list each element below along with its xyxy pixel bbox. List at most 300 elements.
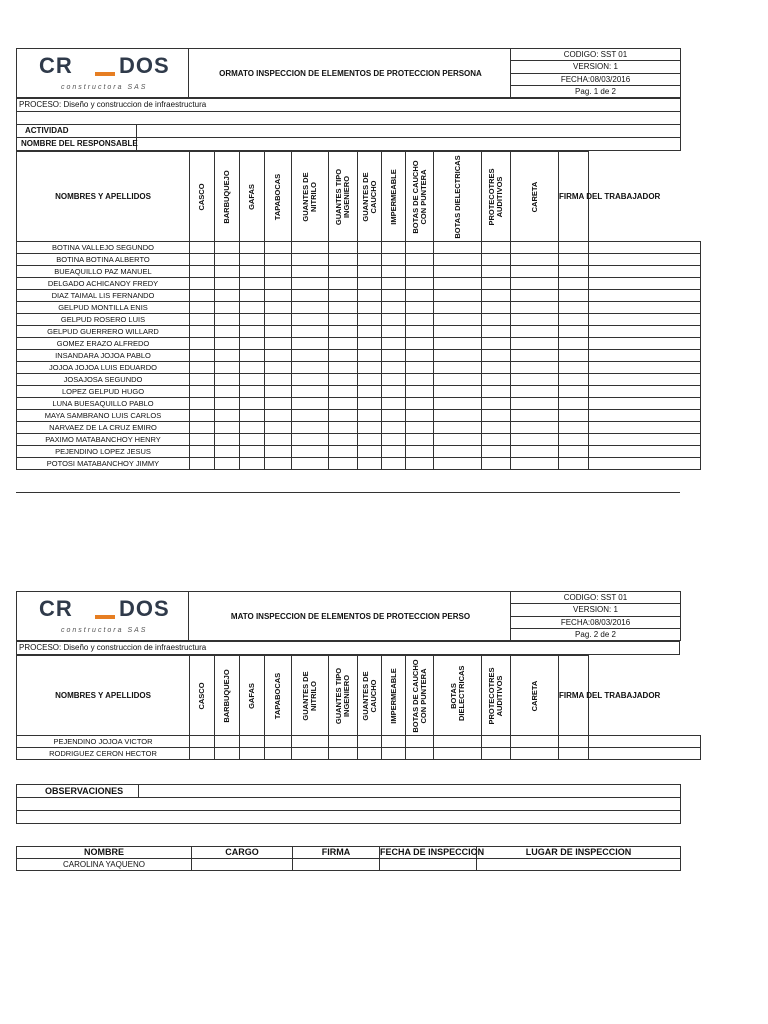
check-cell[interactable]: [265, 458, 292, 470]
check-cell[interactable]: [292, 374, 329, 386]
check-cell[interactable]: [482, 386, 511, 398]
check-cell[interactable]: [265, 314, 292, 326]
check-cell[interactable]: [358, 362, 382, 374]
check-cell[interactable]: [434, 434, 482, 446]
check-cell[interactable]: [240, 446, 265, 458]
check-cell[interactable]: [329, 254, 358, 266]
check-cell[interactable]: [434, 290, 482, 302]
signature-cell[interactable]: [589, 338, 701, 350]
check-cell[interactable]: [482, 278, 511, 290]
check-cell[interactable]: [434, 326, 482, 338]
observaciones-line[interactable]: [17, 811, 681, 824]
check-cell[interactable]: [215, 350, 240, 362]
check-cell[interactable]: [190, 350, 215, 362]
signature-cell[interactable]: [589, 302, 701, 314]
check-cell[interactable]: [482, 254, 511, 266]
signature-cell[interactable]: [589, 326, 701, 338]
check-cell[interactable]: [511, 410, 559, 422]
check-cell[interactable]: [215, 422, 240, 434]
check-cell[interactable]: [190, 242, 215, 254]
check-cell[interactable]: [434, 302, 482, 314]
check-cell[interactable]: [265, 242, 292, 254]
check-cell[interactable]: [358, 422, 382, 434]
check-cell[interactable]: [292, 290, 329, 302]
signature-cell[interactable]: [589, 386, 701, 398]
check-cell[interactable]: [292, 254, 329, 266]
check-cell[interactable]: [265, 398, 292, 410]
check-cell[interactable]: [265, 410, 292, 422]
check-cell[interactable]: [358, 302, 382, 314]
check-cell[interactable]: [190, 278, 215, 290]
check-cell[interactable]: [406, 748, 434, 760]
check-cell[interactable]: [382, 398, 406, 410]
check-cell[interactable]: [215, 254, 240, 266]
check-cell[interactable]: [190, 374, 215, 386]
check-cell[interactable]: [559, 338, 589, 350]
check-cell[interactable]: [358, 386, 382, 398]
check-cell[interactable]: [511, 362, 559, 374]
check-cell[interactable]: [482, 326, 511, 338]
check-cell[interactable]: [482, 748, 511, 760]
check-cell[interactable]: [382, 326, 406, 338]
check-cell[interactable]: [434, 398, 482, 410]
check-cell[interactable]: [511, 446, 559, 458]
check-cell[interactable]: [434, 446, 482, 458]
check-cell[interactable]: [240, 374, 265, 386]
check-cell[interactable]: [434, 278, 482, 290]
check-cell[interactable]: [406, 254, 434, 266]
check-cell[interactable]: [511, 422, 559, 434]
check-cell[interactable]: [292, 386, 329, 398]
check-cell[interactable]: [265, 386, 292, 398]
check-cell[interactable]: [382, 410, 406, 422]
check-cell[interactable]: [406, 350, 434, 362]
check-cell[interactable]: [240, 326, 265, 338]
check-cell[interactable]: [329, 458, 358, 470]
check-cell[interactable]: [358, 338, 382, 350]
check-cell[interactable]: [406, 374, 434, 386]
check-cell[interactable]: [406, 446, 434, 458]
check-cell[interactable]: [215, 446, 240, 458]
check-cell[interactable]: [559, 278, 589, 290]
check-cell[interactable]: [358, 278, 382, 290]
check-cell[interactable]: [358, 434, 382, 446]
check-cell[interactable]: [329, 434, 358, 446]
check-cell[interactable]: [215, 362, 240, 374]
check-cell[interactable]: [292, 362, 329, 374]
check-cell[interactable]: [559, 446, 589, 458]
check-cell[interactable]: [406, 736, 434, 748]
check-cell[interactable]: [482, 302, 511, 314]
check-cell[interactable]: [511, 350, 559, 362]
signature-cell[interactable]: [589, 254, 701, 266]
check-cell[interactable]: [434, 254, 482, 266]
check-cell[interactable]: [240, 314, 265, 326]
check-cell[interactable]: [329, 266, 358, 278]
check-cell[interactable]: [190, 314, 215, 326]
check-cell[interactable]: [190, 410, 215, 422]
check-cell[interactable]: [329, 350, 358, 362]
check-cell[interactable]: [265, 362, 292, 374]
check-cell[interactable]: [434, 266, 482, 278]
check-cell[interactable]: [434, 458, 482, 470]
check-cell[interactable]: [511, 338, 559, 350]
check-cell[interactable]: [190, 748, 215, 760]
check-cell[interactable]: [406, 458, 434, 470]
observaciones-line[interactable]: [17, 798, 681, 811]
signature-cell[interactable]: [589, 748, 701, 760]
check-cell[interactable]: [190, 736, 215, 748]
check-cell[interactable]: [559, 386, 589, 398]
check-cell[interactable]: [511, 398, 559, 410]
check-cell[interactable]: [382, 434, 406, 446]
check-cell[interactable]: [559, 458, 589, 470]
check-cell[interactable]: [215, 278, 240, 290]
check-cell[interactable]: [559, 410, 589, 422]
check-cell[interactable]: [265, 254, 292, 266]
check-cell[interactable]: [559, 736, 589, 748]
check-cell[interactable]: [482, 338, 511, 350]
check-cell[interactable]: [358, 242, 382, 254]
check-cell[interactable]: [559, 362, 589, 374]
check-cell[interactable]: [559, 374, 589, 386]
check-cell[interactable]: [406, 434, 434, 446]
check-cell[interactable]: [265, 326, 292, 338]
check-cell[interactable]: [382, 242, 406, 254]
signature-cell[interactable]: [589, 362, 701, 374]
check-cell[interactable]: [292, 748, 329, 760]
check-cell[interactable]: [329, 386, 358, 398]
check-cell[interactable]: [434, 314, 482, 326]
check-cell[interactable]: [240, 736, 265, 748]
check-cell[interactable]: [265, 290, 292, 302]
check-cell[interactable]: [240, 386, 265, 398]
check-cell[interactable]: [434, 350, 482, 362]
check-cell[interactable]: [482, 374, 511, 386]
signature-cell[interactable]: [589, 290, 701, 302]
check-cell[interactable]: [240, 338, 265, 350]
check-cell[interactable]: [190, 446, 215, 458]
check-cell[interactable]: [265, 266, 292, 278]
check-cell[interactable]: [511, 254, 559, 266]
check-cell[interactable]: [559, 266, 589, 278]
check-cell[interactable]: [265, 748, 292, 760]
check-cell[interactable]: [329, 748, 358, 760]
check-cell[interactable]: [329, 290, 358, 302]
check-cell[interactable]: [511, 290, 559, 302]
check-cell[interactable]: [358, 410, 382, 422]
check-cell[interactable]: [382, 302, 406, 314]
check-cell[interactable]: [358, 458, 382, 470]
signature-cell[interactable]: [589, 314, 701, 326]
check-cell[interactable]: [511, 434, 559, 446]
check-cell[interactable]: [215, 302, 240, 314]
check-cell[interactable]: [406, 290, 434, 302]
check-cell[interactable]: [292, 242, 329, 254]
check-cell[interactable]: [559, 242, 589, 254]
check-cell[interactable]: [240, 254, 265, 266]
check-cell[interactable]: [329, 736, 358, 748]
check-cell[interactable]: [265, 350, 292, 362]
check-cell[interactable]: [329, 314, 358, 326]
check-cell[interactable]: [511, 302, 559, 314]
check-cell[interactable]: [292, 736, 329, 748]
check-cell[interactable]: [292, 278, 329, 290]
check-cell[interactable]: [329, 302, 358, 314]
check-cell[interactable]: [240, 278, 265, 290]
signoff-fecha[interactable]: [380, 859, 477, 871]
check-cell[interactable]: [329, 278, 358, 290]
check-cell[interactable]: [265, 302, 292, 314]
check-cell[interactable]: [190, 386, 215, 398]
check-cell[interactable]: [329, 242, 358, 254]
check-cell[interactable]: [292, 350, 329, 362]
check-cell[interactable]: [482, 736, 511, 748]
check-cell[interactable]: [559, 398, 589, 410]
signature-cell[interactable]: [589, 278, 701, 290]
check-cell[interactable]: [406, 398, 434, 410]
check-cell[interactable]: [215, 410, 240, 422]
check-cell[interactable]: [240, 302, 265, 314]
check-cell[interactable]: [482, 422, 511, 434]
check-cell[interactable]: [434, 736, 482, 748]
check-cell[interactable]: [406, 242, 434, 254]
signature-cell[interactable]: [589, 458, 701, 470]
check-cell[interactable]: [434, 386, 482, 398]
check-cell[interactable]: [329, 326, 358, 338]
check-cell[interactable]: [511, 314, 559, 326]
check-cell[interactable]: [215, 338, 240, 350]
check-cell[interactable]: [434, 410, 482, 422]
check-cell[interactable]: [215, 458, 240, 470]
check-cell[interactable]: [329, 446, 358, 458]
check-cell[interactable]: [382, 254, 406, 266]
check-cell[interactable]: [482, 446, 511, 458]
check-cell[interactable]: [382, 446, 406, 458]
check-cell[interactable]: [190, 338, 215, 350]
check-cell[interactable]: [265, 422, 292, 434]
check-cell[interactable]: [559, 434, 589, 446]
signoff-cargo[interactable]: [192, 859, 293, 871]
check-cell[interactable]: [358, 748, 382, 760]
check-cell[interactable]: [190, 434, 215, 446]
check-cell[interactable]: [240, 266, 265, 278]
signoff-lugar[interactable]: [477, 859, 681, 871]
check-cell[interactable]: [434, 242, 482, 254]
check-cell[interactable]: [406, 362, 434, 374]
check-cell[interactable]: [292, 434, 329, 446]
check-cell[interactable]: [511, 326, 559, 338]
check-cell[interactable]: [382, 362, 406, 374]
check-cell[interactable]: [358, 254, 382, 266]
check-cell[interactable]: [190, 266, 215, 278]
check-cell[interactable]: [358, 290, 382, 302]
check-cell[interactable]: [482, 314, 511, 326]
check-cell[interactable]: [406, 326, 434, 338]
check-cell[interactable]: [215, 374, 240, 386]
check-cell[interactable]: [215, 266, 240, 278]
check-cell[interactable]: [215, 748, 240, 760]
check-cell[interactable]: [406, 338, 434, 350]
check-cell[interactable]: [292, 398, 329, 410]
check-cell[interactable]: [329, 410, 358, 422]
check-cell[interactable]: [329, 422, 358, 434]
check-cell[interactable]: [329, 338, 358, 350]
check-cell[interactable]: [292, 326, 329, 338]
check-cell[interactable]: [240, 350, 265, 362]
check-cell[interactable]: [240, 458, 265, 470]
check-cell[interactable]: [406, 314, 434, 326]
check-cell[interactable]: [559, 254, 589, 266]
check-cell[interactable]: [190, 422, 215, 434]
observaciones-field[interactable]: [139, 785, 681, 798]
check-cell[interactable]: [511, 266, 559, 278]
check-cell[interactable]: [292, 422, 329, 434]
check-cell[interactable]: [292, 338, 329, 350]
check-cell[interactable]: [190, 398, 215, 410]
signature-cell[interactable]: [589, 446, 701, 458]
check-cell[interactable]: [358, 326, 382, 338]
check-cell[interactable]: [382, 422, 406, 434]
check-cell[interactable]: [292, 302, 329, 314]
check-cell[interactable]: [292, 314, 329, 326]
check-cell[interactable]: [240, 290, 265, 302]
check-cell[interactable]: [511, 374, 559, 386]
check-cell[interactable]: [358, 398, 382, 410]
check-cell[interactable]: [559, 422, 589, 434]
check-cell[interactable]: [511, 242, 559, 254]
check-cell[interactable]: [382, 350, 406, 362]
check-cell[interactable]: [292, 410, 329, 422]
check-cell[interactable]: [434, 748, 482, 760]
check-cell[interactable]: [265, 434, 292, 446]
check-cell[interactable]: [406, 386, 434, 398]
check-cell[interactable]: [358, 446, 382, 458]
check-cell[interactable]: [382, 278, 406, 290]
check-cell[interactable]: [511, 278, 559, 290]
check-cell[interactable]: [215, 736, 240, 748]
check-cell[interactable]: [406, 278, 434, 290]
check-cell[interactable]: [240, 362, 265, 374]
check-cell[interactable]: [559, 314, 589, 326]
check-cell[interactable]: [215, 326, 240, 338]
check-cell[interactable]: [329, 398, 358, 410]
check-cell[interactable]: [511, 748, 559, 760]
check-cell[interactable]: [559, 290, 589, 302]
check-cell[interactable]: [190, 254, 215, 266]
check-cell[interactable]: [559, 748, 589, 760]
signature-cell[interactable]: [589, 422, 701, 434]
check-cell[interactable]: [292, 446, 329, 458]
check-cell[interactable]: [190, 302, 215, 314]
check-cell[interactable]: [382, 748, 406, 760]
check-cell[interactable]: [215, 314, 240, 326]
check-cell[interactable]: [382, 386, 406, 398]
check-cell[interactable]: [559, 350, 589, 362]
check-cell[interactable]: [265, 374, 292, 386]
check-cell[interactable]: [190, 290, 215, 302]
signature-cell[interactable]: [589, 242, 701, 254]
check-cell[interactable]: [382, 338, 406, 350]
check-cell[interactable]: [511, 458, 559, 470]
check-cell[interactable]: [358, 314, 382, 326]
check-cell[interactable]: [292, 458, 329, 470]
check-cell[interactable]: [215, 386, 240, 398]
check-cell[interactable]: [265, 736, 292, 748]
check-cell[interactable]: [482, 362, 511, 374]
check-cell[interactable]: [406, 422, 434, 434]
check-cell[interactable]: [559, 326, 589, 338]
check-cell[interactable]: [482, 410, 511, 422]
check-cell[interactable]: [482, 434, 511, 446]
check-cell[interactable]: [329, 374, 358, 386]
check-cell[interactable]: [511, 386, 559, 398]
check-cell[interactable]: [240, 422, 265, 434]
check-cell[interactable]: [240, 434, 265, 446]
check-cell[interactable]: [190, 362, 215, 374]
check-cell[interactable]: [434, 422, 482, 434]
check-cell[interactable]: [482, 350, 511, 362]
check-cell[interactable]: [482, 458, 511, 470]
check-cell[interactable]: [406, 302, 434, 314]
signature-cell[interactable]: [589, 434, 701, 446]
check-cell[interactable]: [482, 290, 511, 302]
check-cell[interactable]: [406, 410, 434, 422]
check-cell[interactable]: [265, 278, 292, 290]
check-cell[interactable]: [434, 374, 482, 386]
check-cell[interactable]: [215, 434, 240, 446]
check-cell[interactable]: [265, 338, 292, 350]
check-cell[interactable]: [240, 242, 265, 254]
check-cell[interactable]: [511, 736, 559, 748]
check-cell[interactable]: [482, 266, 511, 278]
signature-cell[interactable]: [589, 374, 701, 386]
check-cell[interactable]: [382, 374, 406, 386]
check-cell[interactable]: [329, 362, 358, 374]
check-cell[interactable]: [292, 266, 329, 278]
check-cell[interactable]: [240, 748, 265, 760]
signature-cell[interactable]: [589, 350, 701, 362]
signature-cell[interactable]: [589, 736, 701, 748]
check-cell[interactable]: [482, 398, 511, 410]
check-cell[interactable]: [215, 398, 240, 410]
check-cell[interactable]: [382, 458, 406, 470]
check-cell[interactable]: [482, 242, 511, 254]
check-cell[interactable]: [434, 338, 482, 350]
check-cell[interactable]: [382, 266, 406, 278]
check-cell[interactable]: [358, 736, 382, 748]
check-cell[interactable]: [215, 290, 240, 302]
check-cell[interactable]: [265, 446, 292, 458]
check-cell[interactable]: [382, 290, 406, 302]
check-cell[interactable]: [382, 314, 406, 326]
signature-cell[interactable]: [589, 266, 701, 278]
signoff-firma[interactable]: [293, 859, 380, 871]
signature-cell[interactable]: [589, 410, 701, 422]
check-cell[interactable]: [240, 410, 265, 422]
check-cell[interactable]: [406, 266, 434, 278]
check-cell[interactable]: [358, 350, 382, 362]
check-cell[interactable]: [559, 302, 589, 314]
check-cell[interactable]: [190, 458, 215, 470]
signature-cell[interactable]: [589, 398, 701, 410]
check-cell[interactable]: [434, 362, 482, 374]
check-cell[interactable]: [215, 242, 240, 254]
check-cell[interactable]: [240, 398, 265, 410]
check-cell[interactable]: [382, 736, 406, 748]
check-cell[interactable]: [358, 374, 382, 386]
check-cell[interactable]: [190, 326, 215, 338]
